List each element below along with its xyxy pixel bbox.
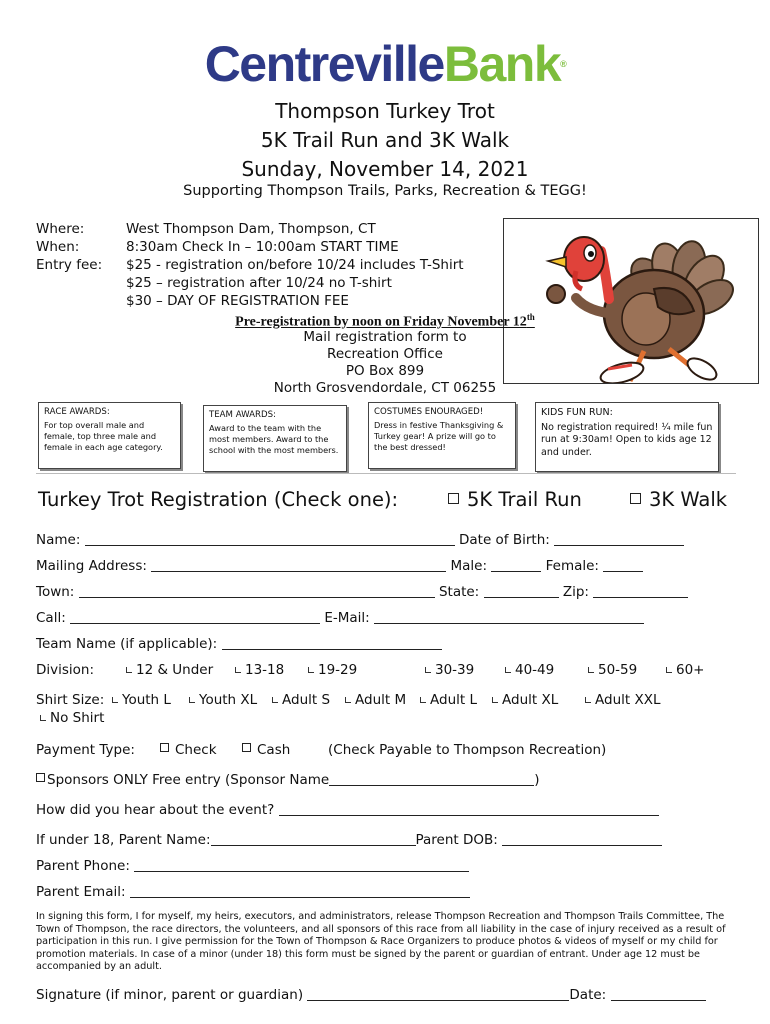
call-field[interactable]: [70, 611, 320, 624]
payment-checkbox[interactable]: [160, 743, 169, 752]
division-checkbox[interactable]: [505, 667, 511, 673]
division-6[interactable]: 50-59: [588, 662, 637, 678]
parent-email-row: Parent Email:: [36, 884, 470, 900]
division-checkbox[interactable]: [126, 667, 132, 673]
zip-field[interactable]: [593, 585, 688, 598]
town-row: Town: State: Zip:: [36, 584, 688, 600]
parent-name-field[interactable]: [211, 833, 416, 846]
signature-row: Signature (if minor, parent or guardian) Date:: [36, 987, 706, 1003]
shirt-adult-l[interactable]: Adult L: [420, 692, 477, 708]
division-4[interactable]: 30-39: [425, 662, 474, 678]
division-3[interactable]: 19-29: [308, 662, 357, 678]
where-value: West Thompson Dam, Thompson, CT: [126, 221, 376, 237]
mail-line-4: North Grosvendordale, CT 06255: [273, 380, 497, 396]
shirt-none[interactable]: No Shirt: [40, 710, 104, 726]
shirt-adult-m[interactable]: Adult M: [345, 692, 406, 708]
payment-cash[interactable]: Cash: [242, 742, 290, 758]
checkbox-5k[interactable]: [448, 493, 459, 504]
hear-field[interactable]: [279, 803, 659, 816]
checkbox-3k[interactable]: [630, 493, 641, 504]
dob-field[interactable]: [554, 533, 684, 546]
division-2[interactable]: 13-18: [235, 662, 284, 678]
shirt-checkbox[interactable]: [492, 697, 498, 703]
payment-checkbox[interactable]: [242, 743, 251, 752]
kids-fun-run-box: KIDS FUN RUN: No registration required! ¼ mile fun run at 9:30am! Open to kids age 12 and under.: [535, 402, 719, 472]
division-checkbox[interactable]: [588, 667, 594, 673]
shirt-adult-s[interactable]: Adult S: [272, 692, 330, 708]
event-subtitle: 5K Trail Run and 3K Walk: [260, 128, 510, 152]
town-field[interactable]: [79, 585, 435, 598]
parent-phone-field[interactable]: [134, 859, 469, 872]
event-date: Sunday, November 14, 2021: [241, 157, 529, 181]
email-field[interactable]: [374, 611, 644, 624]
division-checkbox[interactable]: [308, 667, 314, 673]
payment-label: Payment Type:: [36, 742, 135, 758]
shirt-youth-l[interactable]: Youth L: [112, 692, 171, 708]
shirt-checkbox[interactable]: [420, 697, 426, 703]
team-row: Team Name (if applicable):: [36, 636, 442, 652]
registration-title: Turkey Trot Registration (Check one):: [38, 488, 399, 511]
division-checkbox[interactable]: [425, 667, 431, 673]
division-5[interactable]: 40-49: [505, 662, 554, 678]
division-1[interactable]: 12 & Under: [126, 662, 213, 678]
signature-field[interactable]: [307, 988, 569, 1001]
check-payable-note: (Check Payable to Thompson Recreation): [328, 742, 607, 758]
male-field[interactable]: [491, 559, 541, 572]
shirt-adult-xxl[interactable]: Adult XXL: [585, 692, 660, 708]
divider: [36, 473, 736, 474]
signature-date-field[interactable]: [611, 988, 706, 1001]
division-checkbox[interactable]: [666, 667, 672, 673]
option-5k[interactable]: 5K Trail Run: [448, 488, 582, 511]
shirt-adult-xl[interactable]: Adult XL: [492, 692, 558, 708]
centreville-bank-logo: CentrevilleBank®: [204, 36, 566, 92]
address-field[interactable]: [151, 559, 446, 572]
mail-line-3: PO Box 899: [345, 363, 425, 379]
when-label: When:: [36, 239, 80, 255]
mail-line-2: Recreation Office: [327, 346, 443, 362]
fee-line-1: $25 - registration on/before 10/24 includes T-Shirt: [126, 257, 464, 273]
name-field[interactable]: [85, 533, 455, 546]
payment-check[interactable]: Check: [160, 742, 217, 758]
address-row: Mailing Address: Male: Female:: [36, 558, 643, 574]
parent-email-field[interactable]: [130, 885, 470, 898]
name-row: Name: Date of Birth:: [36, 532, 684, 548]
shirt-checkbox[interactable]: [272, 697, 278, 703]
where-label: Where:: [36, 221, 85, 237]
preregistration-deadline: Pre-registration by noon on Friday November 12th: [235, 312, 535, 330]
option-3k[interactable]: 3K Walk: [630, 488, 727, 511]
state-field[interactable]: [484, 585, 559, 598]
sponsor-checkbox[interactable]: [36, 773, 45, 782]
parent-dob-field[interactable]: [502, 833, 662, 846]
mail-line-1: Mail registration form to: [303, 329, 467, 345]
parent-name-row: If under 18, Parent Name: Parent DOB:: [36, 832, 662, 848]
race-awards-box: RACE AWARDS: For top overall male and female, top three male and female in each age category.: [38, 402, 181, 469]
division-7[interactable]: 60+: [666, 662, 705, 678]
fee-line-2: $25 – registration after 10/24 no T-shirt: [126, 275, 392, 291]
supporting-line: Supporting Thompson Trails, Parks, Recreation & TEGG!: [183, 183, 587, 199]
fee-label: Entry fee:: [36, 257, 103, 273]
fee-line-3: $30 – DAY OF REGISTRATION FEE: [126, 293, 349, 309]
team-awards-box: TEAM AWARDS: Award to the team with the most members. Award to the school with the most members.: [203, 405, 347, 472]
division-checkbox[interactable]: [235, 667, 241, 673]
shirt-checkbox[interactable]: [585, 697, 591, 703]
hear-row: How did you hear about the event?: [36, 802, 659, 818]
shirt-checkbox[interactable]: [189, 697, 195, 703]
shirt-checkbox[interactable]: [345, 697, 351, 703]
event-title: Thompson Turkey Trot: [275, 99, 495, 123]
when-value: 8:30am Check In – 10:00am START TIME: [126, 239, 399, 255]
division-label: Division:: [36, 662, 95, 678]
shirt-checkbox[interactable]: [40, 715, 46, 721]
female-field[interactable]: [603, 559, 643, 572]
sponsor-row: Sponsors ONLY Free entry (Sponsor Name ): [36, 772, 540, 788]
shirt-checkbox[interactable]: [112, 697, 118, 703]
shirt-label: Shirt Size:: [36, 692, 105, 708]
shirt-youth-xl[interactable]: Youth XL: [189, 692, 257, 708]
parent-phone-row: Parent Phone:: [36, 858, 469, 874]
call-row: Call: E-Mail:: [36, 610, 644, 626]
team-field[interactable]: [222, 637, 442, 650]
liability-waiver: In signing this form, I for myself, my heirs, executors, and administrators, release Thompson Recreation and Thompson Trails Committee, The Town of Thompson, the race directors, the volunteers, and all sponsors of this race from all liability in the case of injury received as a result of participation in this run. I give permission for the Town of Thompson & Race Organizers to produce photos & videos of myself or my child for promotion materials. In case of a minor (under 18) this form must be signed by the parent or guardian of entrant. Under age 12 must be accompanied by an adult.: [36, 911, 726, 973]
costumes-box: COSTUMES ENOURAGED! Dress in festive Thanksgiving & Turkey gear! A prize will go to the best dressed!: [368, 402, 516, 469]
sponsor-name-field[interactable]: [329, 773, 534, 786]
